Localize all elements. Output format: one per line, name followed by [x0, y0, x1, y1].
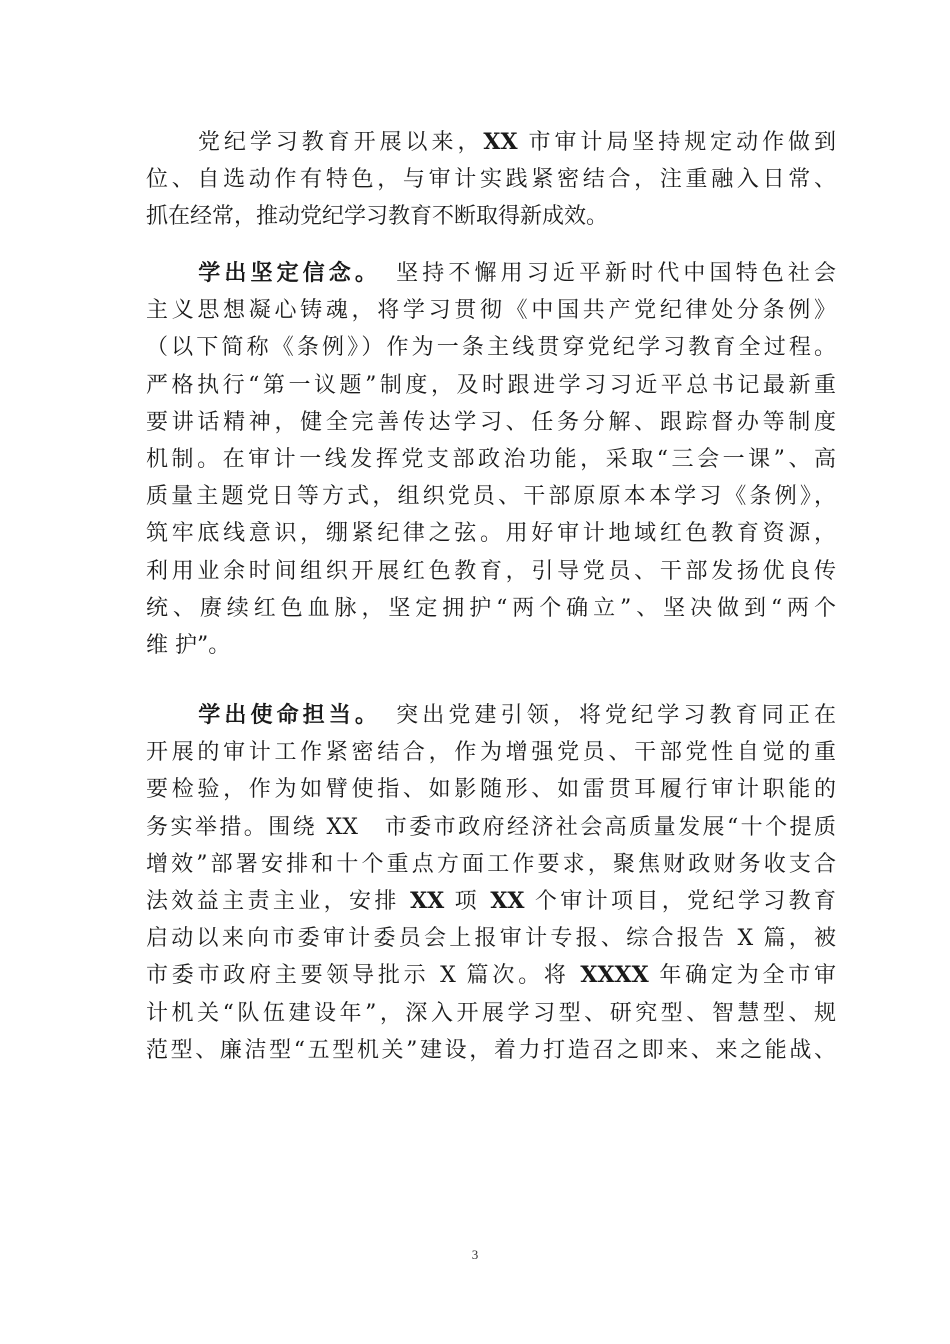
text-line: 要讲话精神，健全完善传达学习、任务分解、跟踪督办等制度	[146, 409, 836, 435]
section-heading: 学出使命担当。	[198, 702, 371, 728]
text-line: 增效”部署安排和十个重点方面工作要求，聚焦财政财务收支合	[146, 851, 836, 877]
text-line: 维 护”。	[146, 632, 231, 658]
paragraph-mission	[146, 697, 836, 1069]
paragraph-intro	[146, 124, 836, 236]
paragraph-belief	[146, 255, 836, 664]
text-line: 开展的审计工作紧密结合，作为增强党员、干部党性自觉的重	[146, 740, 836, 766]
text-line: 质量主题党日等方式，组织党员、干部原原本本学习《条例》，	[146, 484, 836, 510]
text-line: 统、赓续红色血脉，坚定拥护“两个确立”、坚决做到“两个	[146, 595, 836, 621]
page-number: 3	[471, 1247, 479, 1262]
text-line: 启动以来向市委审计委员会上报审计专报、综合报告 X 篇，被	[146, 926, 836, 952]
text-line: 范型、廉洁型“五型机关”建设，着力打造召之即来、来之能战、	[146, 1037, 836, 1063]
text-line: （以下简称《条例》）作为一条主线贯穿党纪学习教育全过程。	[146, 335, 836, 361]
text-line: 严格执行“第一议题”制度，及时跟进学习习近平总书记最新重	[146, 372, 836, 398]
text-line: 利用业余时间组织开展红色教育，引导党员、干部发扬优良传	[146, 558, 836, 584]
text-line: 党纪学习教育开展以来，XX 市审计局坚持规定动作做到	[146, 129, 836, 155]
text-line: 机制。在审计一线发挥党支部政治功能，采取“三会一课”、高	[146, 446, 836, 472]
text-line: 抓在经常，推动党纪学习教育不断取得新成效。	[146, 204, 609, 230]
text-line: 筑牢底线意识，绷紧纪律之弦。用好审计地域红色教育资源，	[146, 521, 836, 547]
text-line: 主义思想凝心铸魂，将学习贯彻《中国共产党纪律处分条例》	[146, 298, 836, 324]
text-line: 要检验，作为如臂使指、如影随形、如雷贯耳履行审计职能的	[146, 777, 836, 803]
text-line: 位、自选动作有特色，与审计实践紧密结合，注重融入日常、	[146, 167, 836, 193]
text-line	[146, 255, 836, 292]
text-run: 坚持不懈用习近平新时代中国特色社会	[396, 261, 836, 286]
text-line: 法效益主责主业，安排 XX 项 XX 个审计项目，党纪学习教育	[146, 887, 836, 914]
text-run: 突出党建引领，将党纪学习教育同正在	[396, 703, 836, 728]
text-line: 计机关“队伍建设年”，深入开展学习型、研究型、智慧型、规	[146, 1000, 836, 1026]
section-heading: 学出坚定信念。	[198, 260, 371, 286]
text-line	[146, 697, 836, 734]
text-line: 务实举措。围绕 XX 市委市政府经济社会高质量发展“十个提质	[146, 814, 836, 840]
text-line: 市委市政府主要领导批示 X 篇次。将 XXXX 年确定为全市审	[146, 962, 836, 989]
